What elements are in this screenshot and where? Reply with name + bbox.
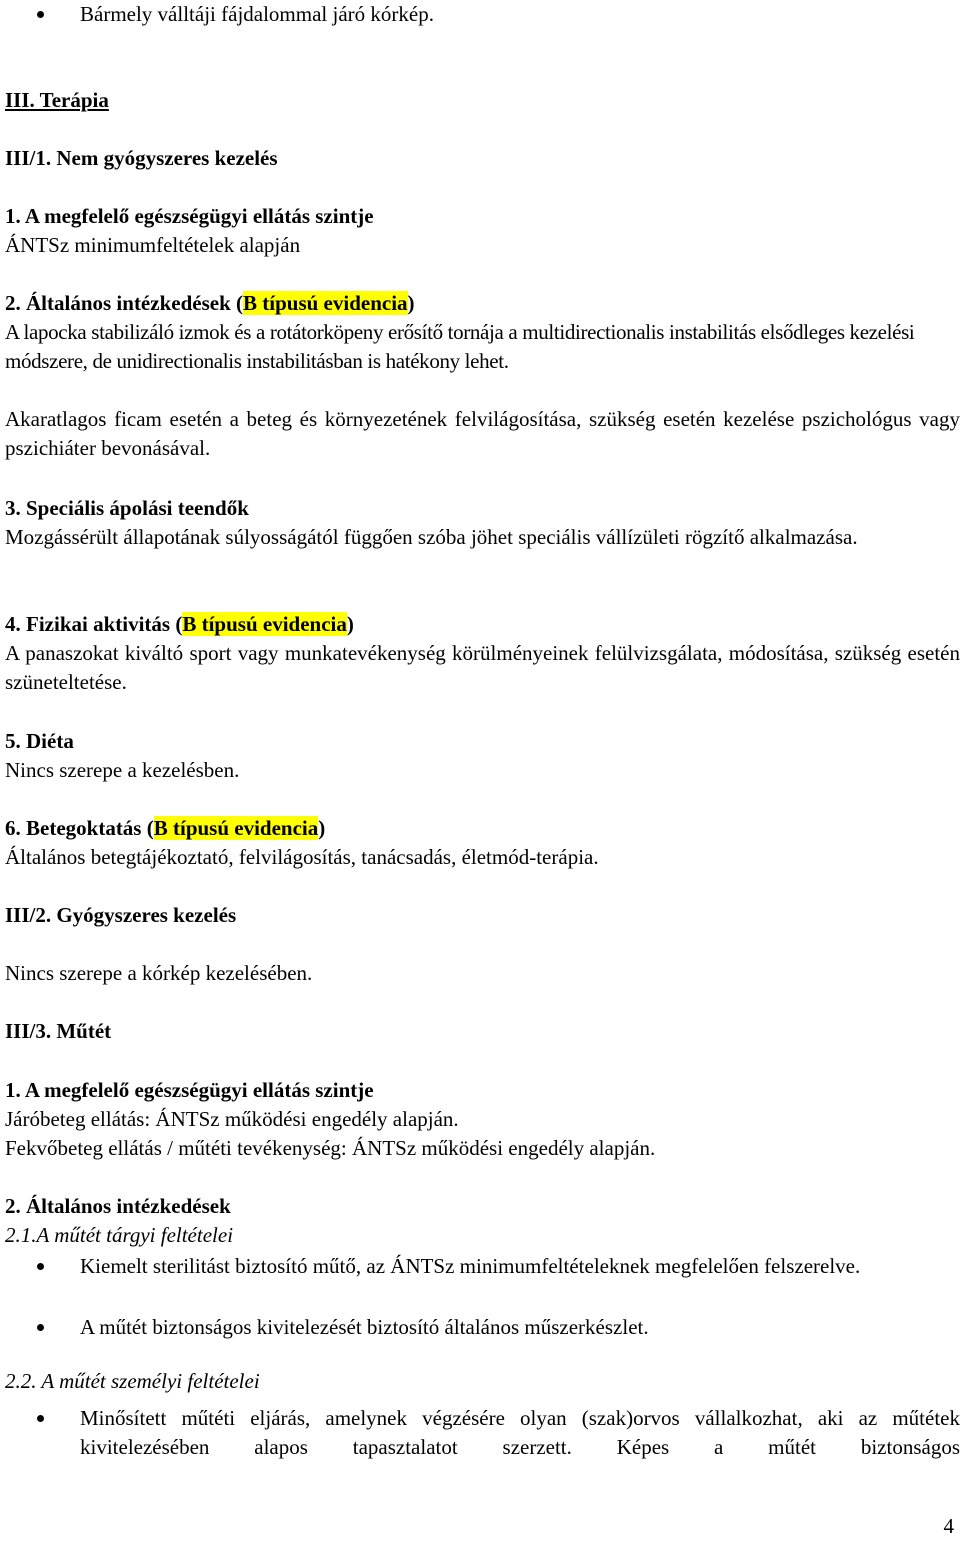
heading-mutet: III/3. Műtét (5, 1019, 112, 1043)
section-2-title: 2. Általános intézkedések (B típusú evidencia) (5, 291, 415, 315)
evidence-highlight: B típusú evidencia (182, 612, 347, 636)
section-1-title: 1. A megfelelő egészségügyi ellátás szintje (5, 204, 374, 228)
section-5-title: 5. Diéta (5, 729, 74, 753)
gyogyszeres-text: Nincs szerepe a kórkép kezelésében. (5, 961, 313, 985)
bullet-text: A műtét biztonságos kivitelezését biztosító általános műszerkészlet. (80, 1315, 649, 1339)
section-3-text: Mozgássérült állapotának súlyosságától függően szóba jöhet speciális vállízületi rögzítő alkalmazása. (5, 525, 858, 549)
heading-gyogyszeres: III/2. Gyógyszeres kezelés (5, 903, 237, 927)
bullet-text: Kiemelt sterilitást biztosító műtő, az ÁNTSz minimumfeltételeknek megfelelően felszerelve. (80, 1254, 861, 1278)
evidence-highlight: B típusú evidencia (243, 291, 408, 315)
mutet-section-1-title: 1. A megfelelő egészségügyi ellátás szintje (5, 1078, 374, 1102)
section-2-paragraph-2: Akaratlagos ficam esetén a beteg és környezetének felvilágosítása, szükség esetén kezelése pszichológus vagy pszichiáter bevonásával. (5, 407, 960, 460)
section-4-title: 4. Fizikai aktivitás (B típusú evidencia) (5, 612, 354, 636)
mutet-section-2-2-title: 2.2. A műtét személyi feltételei (5, 1369, 260, 1393)
bullet-icon (37, 1263, 44, 1270)
mutet-section-1-line-2: Fekvőbeteg ellátás / műtéti tevékenység: ÁNTSz működési engedély alapján. (5, 1136, 656, 1160)
page-number: 4 (943, 1514, 954, 1538)
mutet-section-1-line-1: Járóbeteg ellátás: ÁNTSz működési engedély alapján. (5, 1107, 459, 1131)
section-5-text: Nincs szerepe a kezelésben. (5, 758, 240, 782)
bullet-text: Minősített műtéti eljárás, amelynek végzésére olyan (szak)orvos vállalkozhat, aki az műtétek kivitelezésében alapos tapasztalatot szerzett. Képes a műtét biztonságos (80, 1406, 960, 1459)
heading-terapia: III. Terápia (5, 88, 109, 112)
section-4-text: A panaszokat kiváltó sport vagy munkatevékenység körülményeinek felülvizsgálata, módosítása, szükség esetén szüneteltetése. (5, 641, 960, 694)
section-1-text: ÁNTSz minimumfeltételek alapján (5, 233, 301, 257)
section-3-title: 3. Speciális ápolási teendők (5, 496, 249, 520)
evidence-highlight: B típusú evidencia (153, 816, 319, 840)
bullet-icon (37, 1324, 44, 1331)
heading-nem-gyogyszeres: III/1. Nem gyógyszeres kezelés (5, 146, 278, 170)
mutet-section-2-title: 2. Általános intézkedések (5, 1194, 231, 1218)
bullet-text: Bármely válltáji fájdalommal járó kórkép. (80, 2, 434, 26)
mutet-section-2-1-title: 2.1.A műtét tárgyi feltételei (5, 1223, 234, 1247)
section-2-paragraph-1: A lapocka stabilizáló izmok és a rotátorköpeny erősítő tornája a multidirectionalis instabilitás elsődleges kezelési módszere, de unidirectionalis instabilitásban is hatékony lehet. (5, 320, 915, 373)
bullet-icon (37, 1415, 44, 1422)
bullet-icon (37, 11, 44, 18)
section-6-text: Általános betegtájékoztató, felvilágosítás, tanácsadás, életmód-terápia. (5, 845, 599, 869)
section-6-title: 6. Betegoktatás (B típusú evidencia) (5, 816, 326, 840)
